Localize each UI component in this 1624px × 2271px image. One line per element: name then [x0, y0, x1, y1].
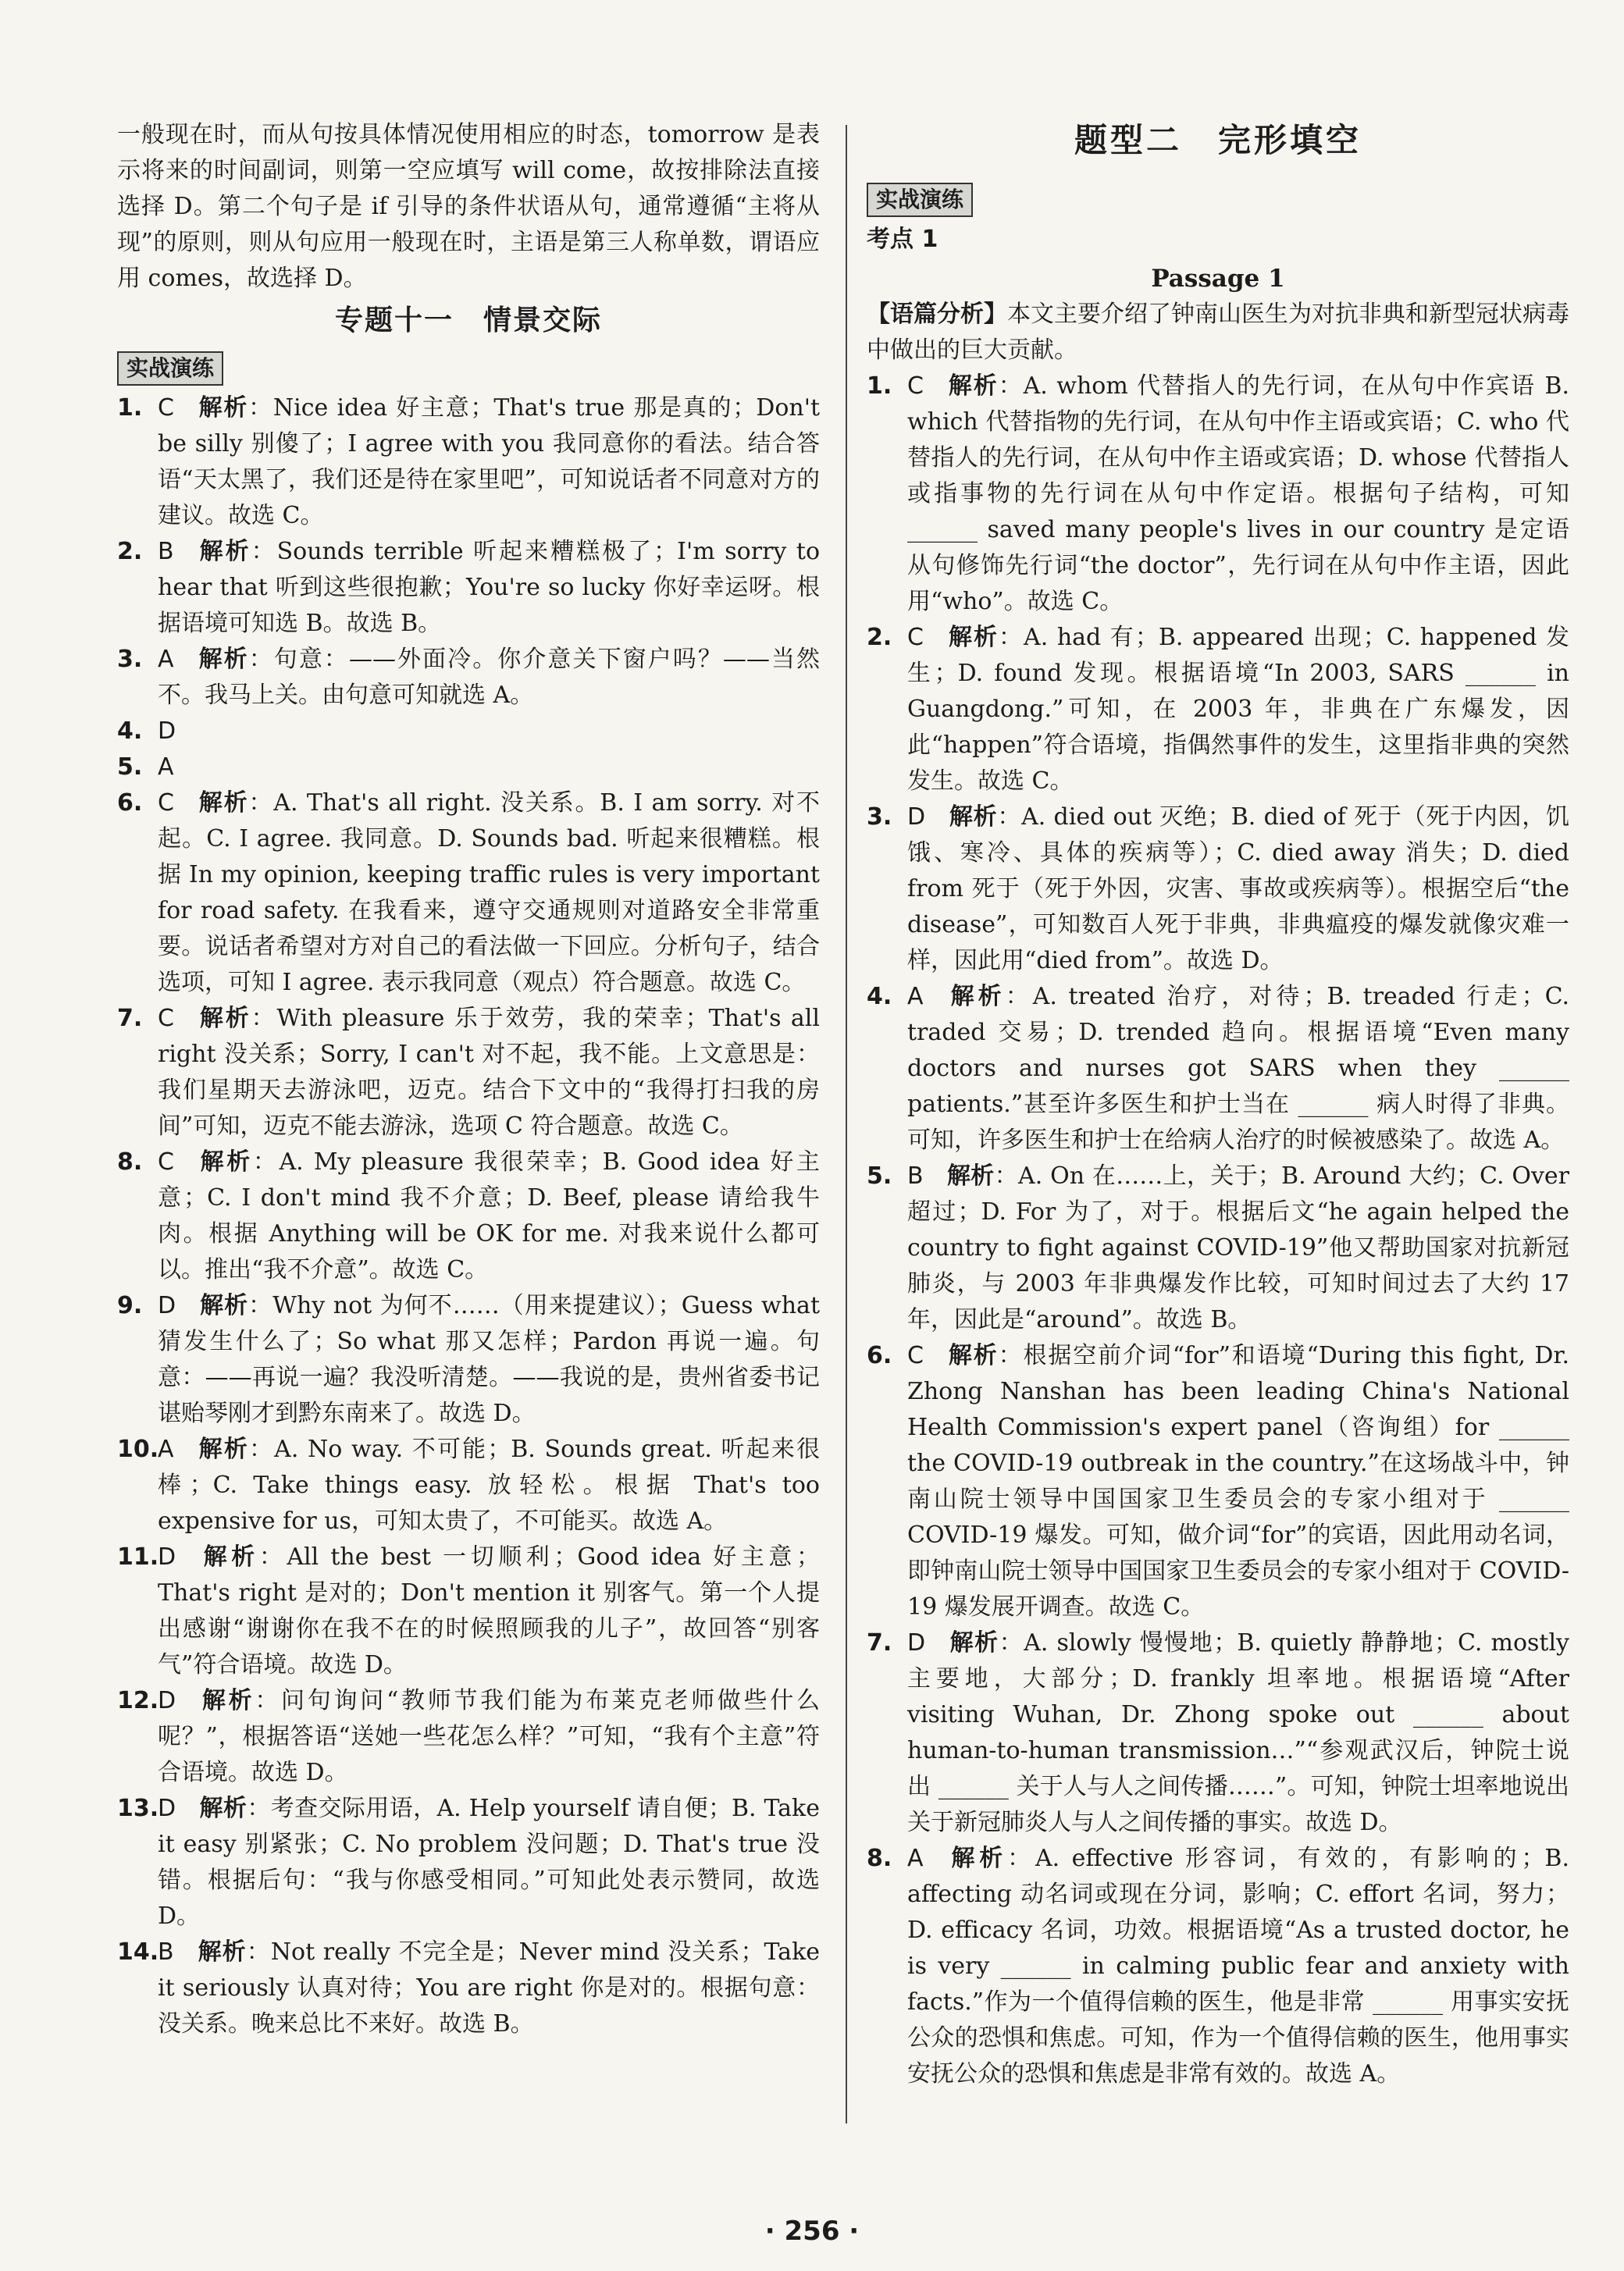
answer-item	[117, 642, 820, 714]
item-answer: C	[907, 1342, 924, 1369]
page-number: · 256 ·	[764, 2216, 860, 2247]
item-analysis-label: 解析	[946, 1162, 995, 1190]
item-analysis-text: ：Not really 不完全是；Never mind 没关系；Take it seriously 认真对待；You are right 你是对的。根据句意：没关系。晚来总比不来好。故选 B。	[158, 1938, 821, 2038]
answer-item	[117, 390, 820, 534]
item-analysis-label: 解析	[197, 1148, 253, 1176]
answer-item	[117, 1683, 820, 1791]
item-analysis-label: 解析	[199, 1292, 249, 1319]
item-answer: C	[158, 789, 174, 817]
item-number: 12.	[117, 1687, 159, 1714]
item-number: 6.	[117, 789, 143, 817]
item-analysis-label: 解析	[199, 1687, 255, 1714]
answer-item	[117, 1288, 820, 1432]
section-heading-cloze: 题型二 完形填空	[1074, 121, 1362, 159]
item-answer: D	[907, 803, 926, 831]
item-number: 14.	[117, 1938, 159, 1966]
item-analysis-label: 解析	[949, 1629, 999, 1657]
answer-item	[117, 749, 820, 785]
item-number: 8.	[117, 1148, 143, 1176]
item-analysis-label: 解析	[199, 1543, 259, 1571]
answer-item	[867, 1338, 1569, 1625]
item-analysis-text: ：A. had 有；B. appeared 出现；C. happened 发生；D. found 发现。根据语境“In 2003, SARS ______ in Guangdong.”可知，在 2003 年，非典在广东爆发，因此“happen”符合语境，指偶然事件的发生，这里指非典的突然发生。故选 C。	[907, 624, 1569, 795]
answer-list	[117, 390, 820, 2042]
practice-badge: 实战演练	[117, 351, 223, 386]
item-number: 7.	[867, 1629, 892, 1657]
item-analysis-text: ：根据空前介词“for”和语境“During this fight, Dr. Zhong Nanshan has been leading China's National Health Commission's expert panel（咨询组）for ______ the COVID-19 outbreak in the country.”在这场战斗中，钟南山院士领导中国国家卫生委员会的专家小组对于 ______ COVID-19 爆发。可知，做介词“for”的宾语，因此用动名词，即钟南山院士领导中国国家卫生委员会的专家小组对于 COVID-19 爆发展开调查。故选 C。	[907, 1342, 1569, 1621]
item-analysis-label: 解析	[946, 372, 999, 400]
item-analysis-text: ：考查交际用语，A. Help yourself 请自便；B. Take it easy 别紧张；C. No problem 没问题；D. That's true 没错。根据后句：“我与你感受相同。”可知此处表示赞同，故选 D。	[158, 1795, 820, 1930]
item-analysis-text: ：句意：——外面冷。你介意关下窗户吗？——当然不。我马上关。由句意可知就选 A。	[158, 646, 821, 709]
item-answer: B	[158, 538, 174, 565]
item-answer: C	[158, 1005, 174, 1032]
answer-item	[867, 1625, 1569, 1841]
passage-title: Passage 1	[1151, 265, 1285, 293]
item-analysis-text: ：问句询问“教师节我们能为布莱克老师做些什么呢？”，根据答语“送她一些花怎么样？”可知，“我有个主意”符合语境。故选 D。	[158, 1687, 821, 1786]
item-number: 5.	[867, 1162, 892, 1190]
item-number: 9.	[117, 1292, 143, 1319]
item-number: 11.	[117, 1543, 159, 1571]
item-number: 3.	[867, 803, 892, 831]
answer-item	[867, 1159, 1569, 1338]
item-analysis-text: ：Why not 为何不……（用来提建议）；Guess what 猜发生什么了；So what 那又怎样；Pardon 再说一遍。句意：——再说一遍？我没听清楚。——我说的是，贵州省委书记谌贻琴刚才到黔东南来了。故选 D。	[158, 1292, 820, 1427]
item-analysis-text: ：A. slowly 慢慢地；B. quietly 静静地；C. mostly 主要地，大部分；D. frankly 坦率地。根据语境“After visiting Wuhan, Dr. Zhong spoke out ______ about human-to-human transmission…”“参观武汉后，钟院士说出 ______ 关于人与人之间传播……”。可知，钟院士坦率地说出关于新冠肺炎人与人之间传播的事实。故选 D。	[907, 1629, 1570, 1836]
item-answer: A	[907, 983, 924, 1010]
item-analysis-text: ：Nice idea 好主意；That's true 那是真的；Don't be silly 别傻了；I agree with you 我同意你的看法。结合答语“天太黑了，我们还是待在家里吧”，可知说话者不同意对方的建议。故选 C。	[158, 394, 820, 529]
answer-item	[867, 979, 1569, 1159]
left-column	[117, 117, 820, 2042]
item-number: 6.	[867, 1342, 892, 1369]
item-answer: A	[158, 1436, 174, 1463]
practice-badge: 实战演练	[867, 183, 973, 217]
column-divider	[846, 125, 847, 2123]
item-number: 5.	[117, 753, 143, 781]
item-analysis-text: ：A. My pleasure 我很荣幸；B. Good idea 好主意；C. I don't mind 我不介意；D. Beef, please 请给我牛肉。根据 Anything will be OK for me. 对我来说什么都可以。推出“我不介意”。故选 C。	[158, 1148, 821, 1283]
answer-item	[117, 785, 820, 1001]
item-number: 1.	[867, 372, 892, 400]
item-number: 4.	[867, 983, 892, 1010]
item-analysis-label: 解析	[197, 646, 249, 673]
analysis-text: 本文主要介绍了钟南山医生为对抗非典和新型冠状病毒中做出的巨大贡献。	[867, 301, 1569, 364]
item-answer: B	[158, 1938, 174, 1966]
item-analysis-label: 解析	[199, 1795, 248, 1822]
item-answer: D	[158, 717, 176, 745]
item-answer: A	[907, 1845, 924, 1872]
item-analysis-text: ：All the best 一切顺利；Good idea 好主意；That's right 是对的；Don't mention it 别客气。第一个人提出感谢“谢谢你在我不在的时候照顾我的儿子”，故回答“别客气”符合语境。故选 D。	[158, 1543, 820, 1678]
answer-list	[867, 368, 1569, 2092]
item-answer: C	[158, 1148, 174, 1176]
item-analysis-label: 解析	[946, 1845, 1008, 1872]
item-analysis-text: ：With pleasure 乐于效劳，我的荣幸；That's all right 没关系；Sorry, I can't 对不起，我不能。上文意思是：我们星期天去游泳吧，迈克。结合下文中的“我得打扫我的房间”可知，迈克不能去游泳，选项 C 符合题意。故选 C。	[158, 1005, 820, 1140]
item-analysis-text: ：A. died out 灭绝；B. died of 死于（死于内因，饥饿、寒冷、具体的疾病等）；C. died away 消失；D. died from 死于（死于外因，灾害、事故或疾病等）。根据空后“the disease”，可知数百人死于非典，非典瘟疫的爆发就像灾难一样，因此用“died from”。故选 D。	[907, 803, 1569, 974]
item-number: 1.	[117, 394, 143, 422]
item-analysis-label: 解析	[949, 803, 998, 831]
answer-item	[117, 1432, 820, 1540]
answer-item	[117, 1144, 820, 1288]
item-analysis-text: ：A. whom 代替指人的先行词，在从句中作宾语 B. which 代替指物的先行词，在从句中作主语或宾语；C. who 代替指人的先行词，在从句中作主语或宾语；D. whose 代替指人或指事物的先行词在从句中作定语。根据句子结构，可知 ______ saved many people's lives in our country 是定语从句修饰先行词“the doctor”，先行词在从句中作主语，因此用“who”。故选 C。	[907, 372, 1570, 615]
item-answer: D	[158, 1292, 176, 1319]
intro-paragraph: 一般现在时，而从句按具体情况使用相应的时态，tomorrow 是表示将来的时间副词，则第一空应填写 will come，故按排除法直接选择 D。第二个句子是 if 引导的条件状语从句，通常遵循“主将从现”的原则，则从句应用一般现在时，主语是第三人称单数，谓语应用 comes，故选择 D。	[117, 121, 820, 292]
item-number: 10.	[117, 1436, 159, 1463]
item-analysis-text: ：A. That's all right. 没关系。B. I am sorry. 对不起。C. I agree. 我同意。D. Sounds bad. 听起来很糟糕。根据 In my opinion, keeping traffic rules is very important for road safety. 在我看来，遵守交通规则对道路安全非常重要。说话者希望对方对自己的看法做一下回应。分析句子，结合选项，可知 I agree. 表示我同意（观点）符合题意。故选 C。	[158, 789, 821, 996]
item-number: 3.	[117, 646, 143, 673]
item-analysis-label: 解析	[197, 538, 251, 565]
item-analysis-label: 解析	[197, 394, 249, 422]
item-answer: A	[158, 646, 174, 673]
item-analysis-label: 解析	[197, 1005, 251, 1032]
answer-item	[117, 534, 820, 642]
item-analysis-label: 解析	[197, 1938, 247, 1966]
item-number: 8.	[867, 1845, 892, 1872]
item-analysis-text: ：A. treated 治疗，对待；B. treaded 行走；C. traded 交易；D. trended 趋向。根据语境“Even many doctors and nurses got SARS when they ______ patients.”甚至许多医生和护士当在 ______ 病人时得了非典。可知，许多医生和护士在给病人治疗的时候被感染了。故选 A。	[907, 983, 1569, 1154]
answer-item	[117, 1791, 820, 1935]
answer-item	[117, 1935, 820, 2042]
item-answer: B	[907, 1162, 924, 1190]
item-answer: D	[158, 1795, 176, 1822]
item-analysis-label: 解析	[946, 624, 999, 651]
item-analysis-label: 解析	[946, 1342, 999, 1369]
item-answer: D	[907, 1629, 926, 1657]
item-answer: A	[158, 753, 174, 781]
item-number: 2.	[867, 624, 892, 651]
item-answer: C	[907, 624, 924, 651]
item-analysis-text: ：A. No way. 不可能；B. Sounds great. 听起来很棒；C. Take things easy. 放轻松。根据 That's too expensive for us，可知太贵了，不可能买。故选 A。	[158, 1436, 821, 1535]
item-analysis-label: 解析	[946, 983, 1006, 1010]
item-number: 2.	[117, 538, 143, 565]
item-number: 7.	[117, 1005, 143, 1032]
kaodian-label: 考点 1	[867, 226, 938, 253]
answer-item	[867, 368, 1569, 620]
item-number: 13.	[117, 1795, 159, 1822]
item-analysis-label: 解析	[197, 1436, 249, 1463]
item-analysis-label: 解析	[197, 789, 249, 817]
item-answer: D	[158, 1687, 176, 1714]
answer-item	[117, 714, 820, 749]
answer-item	[867, 799, 1569, 979]
right-column	[867, 117, 1569, 2092]
item-analysis-text: ：A. On 在……上，关于；B. Around 大约；C. Over 超过；D. For 为了，对于。根据后文“he again helped the country to fight against COVID-19”他又帮助国家对抗新冠肺炎，与 2003 年非典爆发作比较，可知时间过去了大约 17 年，因此是“around”。故选 B。	[907, 1162, 1570, 1333]
item-answer: D	[158, 1543, 176, 1571]
answer-item	[117, 1001, 820, 1144]
analysis-tag: 【语篇分析】	[867, 301, 1007, 328]
discourse-analysis	[867, 297, 1569, 368]
item-number: 4.	[117, 717, 143, 745]
item-analysis-text: ：Sounds terrible 听起来糟糕极了；I'm sorry to hear that 听到这些很抱歉；You're so lucky 你好幸运呀。根据语境可知选 B。故选 B。	[158, 538, 821, 637]
answer-item	[867, 1841, 1569, 2092]
section-heading-situational: 专题十一 情景交际	[334, 304, 602, 336]
answer-item	[117, 1540, 820, 1683]
item-answer: C	[158, 394, 174, 422]
item-answer: C	[907, 372, 924, 400]
item-analysis-text: ：A. effective 形容词，有效的，有影响的；B. affecting 动名词或现在分词，影响；C. effort 名词，努力；D. efficacy 名词，功效。根据语境“As a trusted doctor, he is very ______ in calming public fear and anxiety with facts.”作为一个值得信赖的医生，他是非常 ______ 用事实安抚公众的恐惧和焦虑。可知，作为一个值得信赖的医生，他用事实安抚公众的恐惧和焦虑是非常有效的。故选 A。	[907, 1845, 1569, 2088]
answer-item	[867, 620, 1569, 799]
